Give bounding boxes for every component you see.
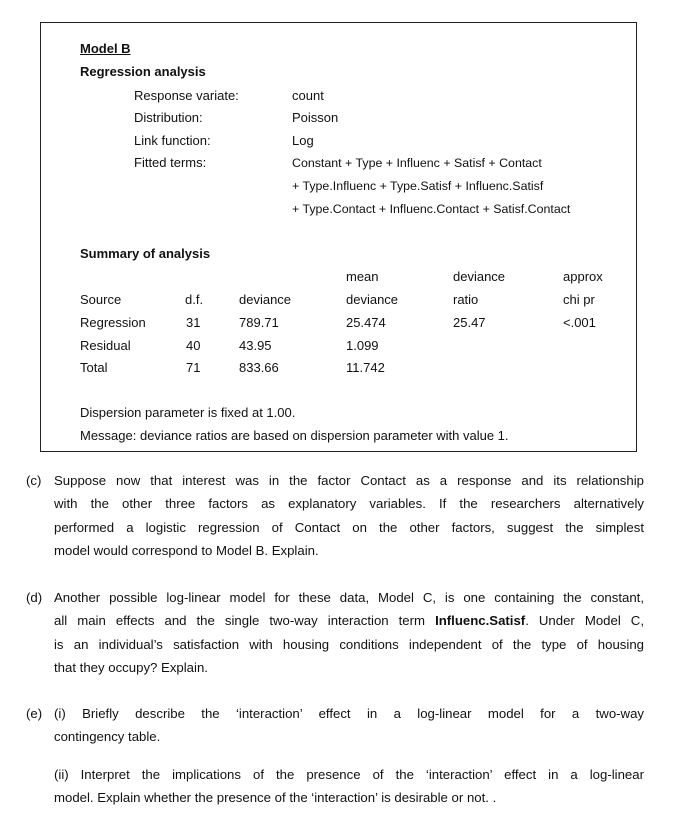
fitted-terms-line: + Type.Influenc + Type.Satisf + Influenc.Satisf: [292, 179, 544, 193]
table-cell: Residual: [80, 338, 131, 353]
table-header: Source: [80, 292, 122, 307]
table-cell: 25.474: [346, 315, 386, 330]
question-label: (d): [26, 590, 43, 605]
question-text-line: with the other three factors as explanatory variables. If the researchers alternatively: [54, 496, 644, 512]
question-text-line: Suppose now that interest was in the factor Contact as a response and its relationship: [54, 473, 644, 488]
question-text-line: contingency table.: [54, 729, 161, 745]
question-text-line: that they occupy? Explain.: [54, 659, 208, 675]
table-header: mean: [346, 269, 379, 284]
table-header: chi pr: [563, 292, 595, 307]
table-cell: Regression: [80, 315, 146, 330]
question-label: (e): [26, 706, 43, 721]
field-value: Poisson: [292, 110, 339, 125]
field-label: Response variate:: [134, 88, 239, 103]
question-text-line: is an individual’s satisfaction with housing conditions independent of the type of housing: [54, 636, 644, 652]
table-cell: 25.47: [453, 315, 486, 330]
table-header: deviance: [239, 292, 292, 307]
field-value: Constant + Type + Influenc + Satisf + Contact: [292, 156, 542, 170]
interaction-term: Influenc.Satisf: [435, 613, 526, 629]
table-header: deviance: [346, 292, 399, 307]
text-segment: . Under Model C,: [525, 613, 644, 629]
question-text-line: model. Explain whether the presence of the ‘interaction’ is desirable or not. .: [54, 789, 497, 805]
question-text-line: Another possible log-linear model for these data, Model C, is one containing the constant,: [54, 590, 644, 605]
field-label: Distribution:: [134, 110, 203, 125]
question-d: [26, 586, 644, 679]
question-label: (c): [26, 473, 42, 488]
table-cell: Total: [80, 360, 108, 375]
fitted-terms-line: + Type.Contact + Influenc.Contact + Satisf.Contact: [292, 202, 571, 216]
table-cell: 31: [186, 315, 201, 330]
summary-heading: Summary of analysis: [80, 246, 211, 261]
table-cell: 833.66: [239, 360, 279, 375]
table-cell: 40: [186, 338, 201, 353]
table-cell: <.001: [563, 315, 596, 330]
field-value: Log: [292, 133, 314, 148]
table-cell: 11.742: [346, 360, 385, 375]
table-header: approx: [563, 269, 603, 284]
table-cell: 1.099: [346, 338, 379, 353]
question-text-line: [54, 609, 644, 632]
question-text-line: performed a logistic regression of Contact on the other factors, suggest the simplest: [54, 519, 644, 535]
table-cell: 71: [186, 360, 201, 375]
table-header: deviance: [453, 269, 506, 284]
table-cell: 43.95: [239, 338, 272, 353]
question-text-line: model would correspond to Model B. Explain.: [54, 542, 319, 558]
question-e: [26, 702, 644, 809]
field-value: count: [292, 88, 324, 103]
table-cell: 789.71: [239, 315, 279, 330]
table-header: ratio: [453, 292, 479, 307]
model-title: Model B: [80, 41, 131, 56]
question-c: [26, 469, 644, 562]
field-label: Link function:: [134, 133, 211, 148]
table-header: d.f.: [185, 292, 204, 307]
field-label: Fitted terms:: [134, 155, 207, 170]
regression-analysis-heading: Regression analysis: [80, 64, 206, 79]
question-text-line: (ii) Interpret the implications of the presence of the ‘interaction’ effect in a log-linear: [54, 766, 644, 782]
message-note: Message: deviance ratios are based on dispersion parameter with value 1.: [80, 428, 509, 443]
dispersion-note: Dispersion parameter is fixed at 1.00.: [80, 405, 296, 420]
question-text-line: (i) Briefly describe the ‘interaction’ effect in a log-linear model for a two-way: [54, 706, 644, 721]
text-segment: all main effects and the single two-way interaction term: [54, 613, 436, 629]
model-b-output-box: [40, 22, 637, 452]
